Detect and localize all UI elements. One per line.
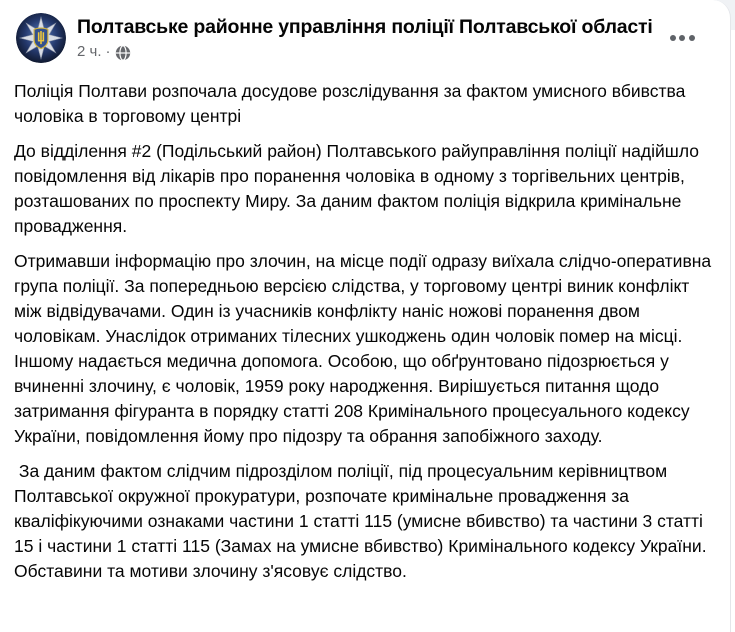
ellipsis-icon xyxy=(670,35,695,41)
ellipsis-dot xyxy=(689,35,695,41)
police-badge-icon xyxy=(16,13,66,63)
post-paragraph: За даним фактом слідчим підрозділом поліції, під процесуальним керівництвом Полтавської окружної прокуратури, розпочате кримінальне провадження за кваліфікуючими ознаками частини 1 статті 115 (умисне вбивство) та частини 3 статті 15 і частини 1 статті 115 (Замах на умисне вбивство) Кримінального кодексу України. Обставини та мотиви злочину з'ясовує слідство. xyxy=(14,461,712,581)
meta-separator: · xyxy=(105,43,111,61)
post-header-info xyxy=(77,13,653,61)
page-name-link[interactable]: Полтавське районне управління поліції Полтавської області xyxy=(77,16,653,38)
page-avatar[interactable] xyxy=(16,13,66,63)
post-menu-button[interactable] xyxy=(664,24,700,52)
ellipsis-dot xyxy=(670,35,676,41)
post-text xyxy=(0,63,730,584)
ellipsis-dot xyxy=(679,35,685,41)
post-paragraph-headline: Поліція Полтави розпочала досудове розслідування за фактом умисного вбивства чоловіка в торговому центрі xyxy=(14,81,691,126)
post-header xyxy=(0,0,730,63)
globe-public-icon xyxy=(115,44,131,61)
post-paragraph: До відділення #2 (Подільський район) Полтавського райуправління поліції надійшло повідомлення від лікарів про поранення чоловіка в одному з торгівельних центрів, розташованих по проспекту Миру. За даним фактом поліція відкрила кримінальне провадження. xyxy=(14,141,704,236)
post-timestamp-link[interactable]: 2 ч. xyxy=(77,43,102,61)
post-paragraph: Отримавши інформацію про злочин, на місце події одразу виїхала слідчо-оперативна група поліції. За попередньою версією слідства, у торговому центрі виник конфлікт між відвідувачами. Один із учасників конфлікту наніс ножові поранення двом чоловікам. Унаслідок отриманих тілесних ушкоджень один чоловік помер на місці. Іншому надається медична допомога. Особою, що обґрунтовано підозрюється у вчиненні злочину, є чоловік, 1959 року народження. Вирішується питання щодо затримання фігуранта в порядку статті 208 Кримінального процесуального кодексу України, повідомлення йому про підозру та обрання запобіжного заходу. xyxy=(14,251,717,446)
post-meta xyxy=(77,43,653,61)
